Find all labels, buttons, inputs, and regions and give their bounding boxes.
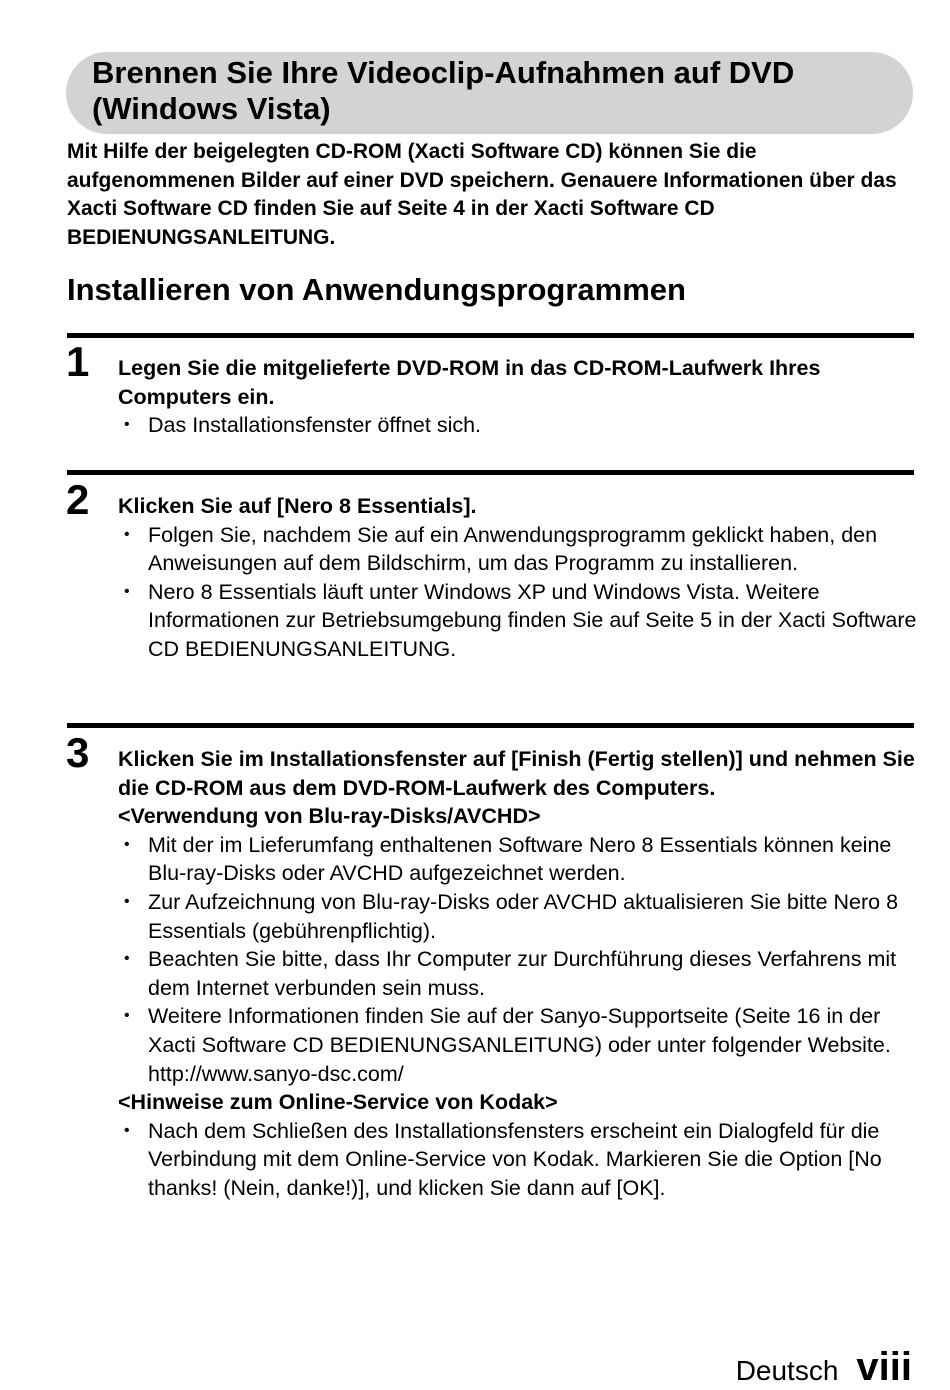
- page-title: [92, 55, 913, 127]
- list-item: • Beachten Sie bitte, dass Ihr Computer zur Durchführung dieses Verfahrens mit dem Internet verbunden sein muss.: [118, 945, 918, 1002]
- list-item: • Nach dem Schließen des Installationsfensters erscheint ein Dialogfeld für die Verbindung mit dem Online-Service von Kodak. Markieren Sie die Option [No thanks! (Nein, danke!)], und klicken Sie dann auf [OK].: [118, 1117, 918, 1203]
- step-3-divider: [67, 723, 914, 728]
- section-heading: Installieren von Anwendungsprogrammen: [67, 272, 686, 307]
- page-title-line1: Brennen Sie Ihre Videoclip-Aufnahmen auf DVD: [92, 55, 795, 90]
- step-2-divider: [67, 470, 914, 475]
- page-title-line2: (Windows Vista): [92, 91, 331, 126]
- list-item: • Mit der im Lieferumfang enthaltenen Software Nero 8 Essentials können keine Blu-ray-Disks oder AVCHD aufgezeichnet werden.: [118, 831, 918, 888]
- page-footer: [736, 1345, 912, 1390]
- step-3-number: 3: [66, 729, 90, 776]
- support-url[interactable]: http://www.sanyo-dsc.com/: [148, 1061, 404, 1086]
- list-item: • Weitere Informationen finden Sie auf der Sanyo-Supportseite (Seite 16 in der Xacti Software CD BEDIENUNGSANLEITUNG) oder unter folgender Website.: [118, 1002, 918, 1059]
- list-item: • Das Installationsfenster öffnet sich.: [118, 411, 918, 440]
- list-item: • Folgen Sie, nachdem Sie auf ein Anwendungsprogramm geklickt haben, den Anweisungen auf dem Bildschirm, um das Programm zu installieren.: [118, 521, 918, 578]
- title-banner: [66, 52, 913, 134]
- page-number: viii: [856, 1345, 912, 1389]
- step-2-bullets: [118, 521, 918, 664]
- step-3-subhead-kodak: <Hinweise zum Online-Service von Kodak>: [118, 1090, 558, 1115]
- footer-language: Deutsch: [735, 1355, 839, 1386]
- intro-paragraph: Mit Hilfe der beigelegten CD-ROM (Xacti Software CD) können Sie die aufgenommenen Bilder auf einer DVD speichern. Genauere Informationen über das Xacti Software CD finden Sie auf Seite 4 in der Xacti Software CD BEDIENUNGSANLEITUNG.: [67, 140, 897, 249]
- step-1-title: Legen Sie die mitgelieferte DVD-ROM in das CD-ROM-Laufwerk Ihres Computers ein.: [118, 356, 821, 409]
- list-item: • Zur Aufzeichnung von Blu-ray-Disks oder AVCHD aktualisieren Sie bitte Nero 8 Essentials (gebührenpflichtig).: [118, 888, 918, 945]
- step-2-title: Klicken Sie auf [Nero 8 Essentials].: [118, 494, 477, 518]
- step-3-subhead-bluray: <Verwendung von Blu-ray-Disks/AVCHD>: [118, 804, 541, 829]
- step-3: [118, 745, 918, 1203]
- step-1: [118, 354, 918, 440]
- step-1-number: 1: [66, 338, 90, 385]
- step-1-divider: [67, 333, 914, 338]
- step-3-bullets-bluray: [118, 831, 918, 1060]
- step-1-bullets: [118, 411, 918, 440]
- step-2-number: 2: [66, 476, 90, 523]
- step-2: [118, 492, 918, 664]
- step-3-bullets-kodak: [118, 1117, 918, 1203]
- step-3-title: Klicken Sie im Installationsfenster auf [Finish (Fertig stellen)] und nehmen Sie die CD-ROM aus dem DVD-ROM-Laufwerk des Computers.: [118, 747, 915, 800]
- list-item: • Nero 8 Essentials läuft unter Windows XP und Windows Vista. Weitere Informationen zur Betriebsumgebung finden Sie auf Seite 5 in der Xacti Software CD BEDIENUNGSANLEITUNG.: [118, 578, 918, 664]
